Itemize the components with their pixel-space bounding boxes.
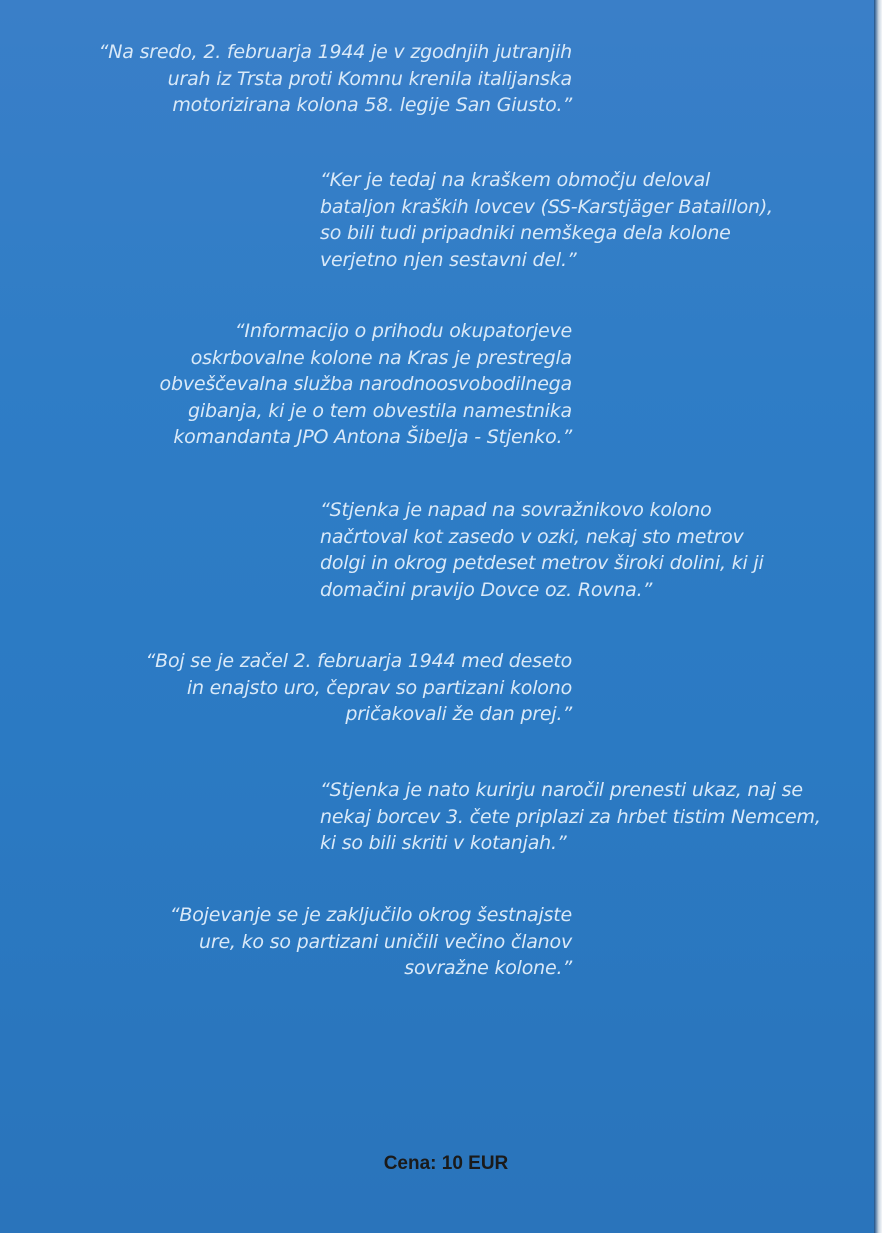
price-label: Cena: 10 EUR <box>383 1153 509 1174</box>
quote-1: “Na sredo, 2. februarja 1944 je v zgodnjih jutranjih urah iz Trsta proti Komnu krenila italijanska motorizirana kolona 58. legije San Giusto.” <box>98 41 572 116</box>
quote-2: “Ker je tedaj na kraškem območju deloval bataljon kraških lovcev (SS-Karstjäger Bataillon), so bili tudi pripadniki nemškega dela kolone verjetno njen sestavni del.” <box>320 169 773 271</box>
quote-4: “Stjenka je napad na sovražnikovo kolono načrtoval kot zasedo v ozki, nekaj sto metrov dolgi in okrog petdeset metrov široki dolini, ki ji domačini pravijo Dovce oz. Rovna.” <box>320 499 764 601</box>
quote-7: “Bojevanje se je zaključilo okrog šestnajste ure, ko so partizani uničili večino članov sovražne kolone.” <box>169 904 572 979</box>
quote-6: “Stjenka je nato kurirju naročil prenesti ukaz, naj se nekaj borcev 3. čete priplazi za hrbet tistim Nemcem, ki so bili skriti v kotanjah.” <box>320 779 821 854</box>
quote-5: “Boj se je začel 2. februarja 1944 med deseto in enajsto uro, čeprav so partizani kolono pričakovali že dan prej.” <box>145 650 572 725</box>
quote-3: “Informacijo o prihodu okupatorjeve oskrbovalne kolone na Kras je prestregla obveščevalna služba narodnoosvobodilnega gibanja, ki je o tem obvestila namestnika komandanta JPO Antona Šibelja - Stjenko.” <box>159 320 572 448</box>
page-edge <box>874 0 882 1233</box>
